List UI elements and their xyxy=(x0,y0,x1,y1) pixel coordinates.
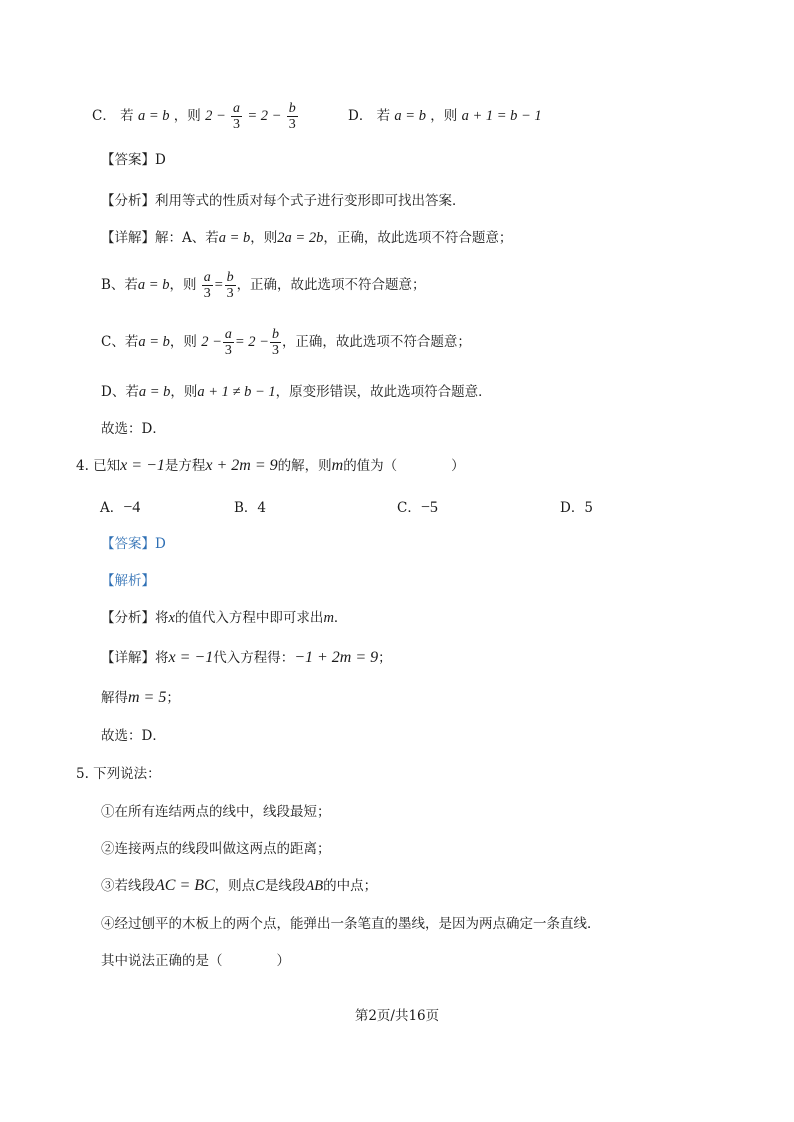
q4-option-c: C．−5 xyxy=(397,499,438,516)
fraction-b-over-3: $\frac{b}{3}$ xyxy=(288,101,296,132)
q4-answer: 【答案】D xyxy=(101,536,166,552)
q5-item-1: ①在所有连结两点的线中，线段最短； xyxy=(101,804,331,820)
q5-stem: 5. 下列说法： xyxy=(76,766,161,782)
q3-analysis: 【分析】利用等式的性质对每个式子进行变形即可找出答案． xyxy=(101,193,466,209)
fraction-a-over-3: $\frac{a}{3}$ xyxy=(233,101,241,132)
q5-question: 其中说法正确的是（ ） xyxy=(101,953,290,969)
q3-option-d: D． 若 a = b ，则 a + 1 = b − 1 xyxy=(348,108,542,124)
q3-detail-b: B、若a = b，则 $\frac{a}{3}$ = $\frac{b}{3}$ ，正确，故此选项不符合题意； xyxy=(101,270,426,301)
q3-option-c: C． 若 a = b ，则 2 − $\frac{a}{3}$ = 2 − $\frac{b}{3}$ xyxy=(92,101,296,132)
q4-stem: 4. 已知x = −1是方程x + 2m = 9的解，则m的值为（ ） xyxy=(76,457,465,474)
q5-item-4: ④经过刨平的木板上的两个点，能弹出一条笔直的墨线，是因为两点确定一条直线． xyxy=(101,916,601,932)
q3-detail-a: 【详解】解：A、若a = b，则2a = 2b，正确，故此选项不符合题意； xyxy=(101,230,513,246)
q3-detail-c: C、若a = b，则 2 − $\frac{a}{3}$ = 2 − $\frac{b}{3}$ ，正确，故此选项不符合题意； xyxy=(101,327,471,358)
q4-option-d: D．5 xyxy=(560,500,593,516)
page-number: 第2页/共16页 xyxy=(354,1008,440,1024)
q4-jiexi: 【解析】 xyxy=(101,573,155,589)
q4-detail: 【详解】将x = −1代入方程得：−1 + 2m = 9； xyxy=(101,649,392,666)
q5-item-3: ③若线段AC = BC，则点C是线段AB的中点； xyxy=(101,877,378,894)
q3-detail-d: D、若a = b，则a + 1 ≠ b − 1，原变形错误，故此选项符合题意． xyxy=(101,384,492,400)
q5-item-2: ②连接两点的线段叫做这两点的距离； xyxy=(101,841,331,857)
q4-option-b: B．4 xyxy=(234,500,267,516)
q3-answer: 【答案】D xyxy=(101,152,166,168)
q4-analysis: 【分析】将x的值代入方程中即可求出m． xyxy=(101,610,348,626)
q3-choose: 故选：D． xyxy=(101,421,166,437)
q4-solve: 解得m = 5； xyxy=(101,689,180,706)
q4-choose: 故选：D． xyxy=(101,728,166,744)
q4-option-a: A．−4 xyxy=(100,499,141,516)
